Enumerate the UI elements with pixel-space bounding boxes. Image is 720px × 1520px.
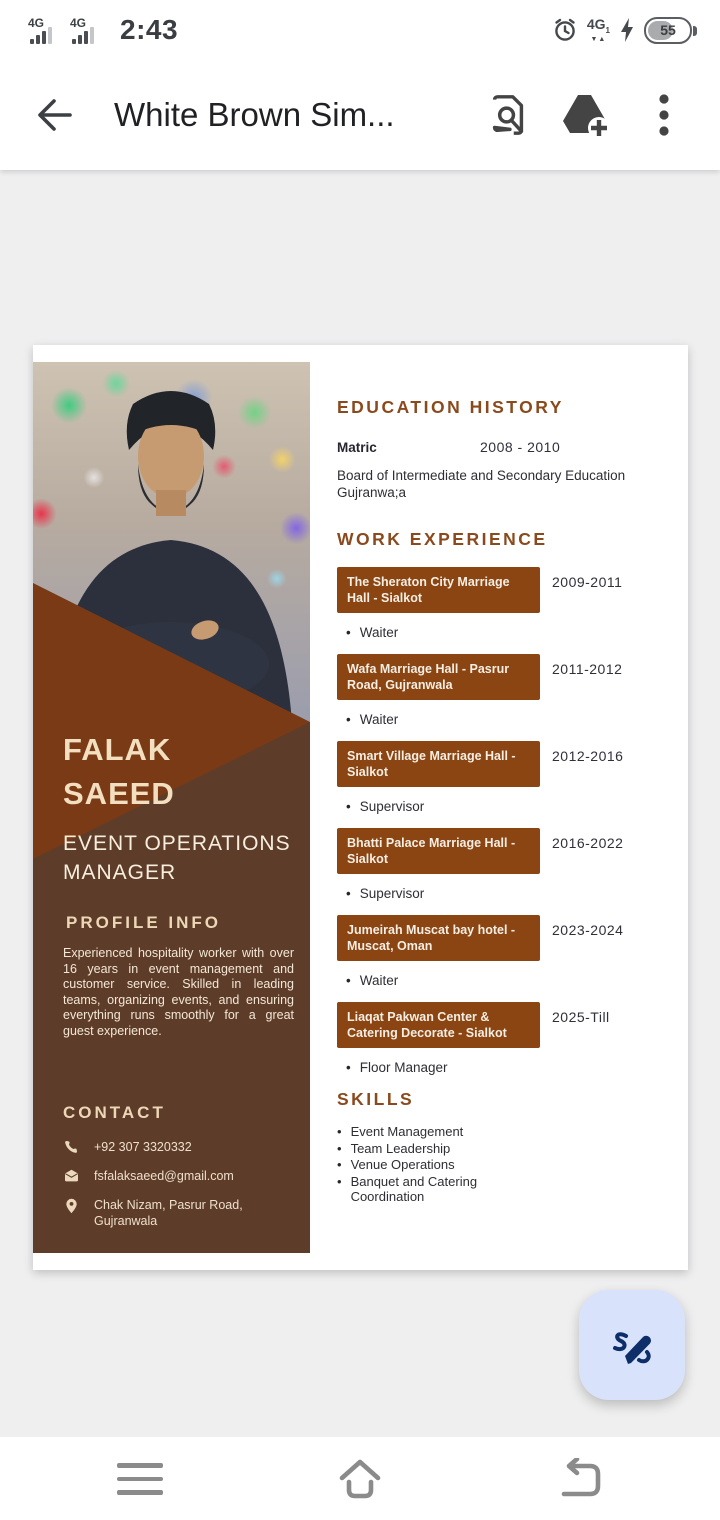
sim2-signal-icon bbox=[70, 16, 100, 46]
contact-heading: CONTACT bbox=[63, 1103, 166, 1122]
work-entry: Smart Village Marriage Hall - Sialkot 2012-2016 • Supervisor bbox=[337, 741, 667, 814]
education-years: 2008 - 2010 bbox=[480, 439, 561, 455]
person-name: FALAK SAEED bbox=[63, 732, 175, 811]
resume-main-column bbox=[337, 397, 667, 1206]
skill-item: • Banquet and Catering Coordination bbox=[337, 1173, 478, 1204]
work-entry-years: 2012-2016 bbox=[552, 748, 624, 764]
mobile-data-icon: $4G_1$ ▼▲ bbox=[586, 16, 610, 43]
sim2-network-label: 4G bbox=[70, 16, 87, 30]
work-entry-title: Jumeirah Muscat bay hotel - Muscat, Oman bbox=[337, 915, 540, 961]
resume-sidebar bbox=[33, 362, 310, 1253]
document-viewer[interactable] bbox=[0, 170, 720, 1437]
menu-lines-icon bbox=[117, 1463, 163, 1468]
email-icon bbox=[63, 1168, 79, 1184]
work-entry: Liaqat Pakwan Center & Catering Decorate - Sialkot 2025-Till • Floor Manager bbox=[337, 1002, 667, 1075]
status-bar bbox=[0, 0, 720, 60]
overflow-menu-button[interactable] bbox=[634, 85, 694, 145]
work-entry-role: Waiter bbox=[359, 973, 399, 988]
edit-fab-button[interactable] bbox=[579, 1290, 685, 1400]
sim1-signal-icon bbox=[28, 16, 58, 46]
contact-address: Chak Nizam, Pasrur Road, Gujranwala bbox=[94, 1198, 243, 1228]
recents-button[interactable] bbox=[114, 1453, 166, 1505]
work-entry-title: Liaqat Pakwan Center & Catering Decorate - Sialkot bbox=[337, 1002, 540, 1048]
system-back-button[interactable] bbox=[554, 1453, 606, 1505]
skills-heading: SKILLS bbox=[337, 1089, 415, 1109]
contact-phone-row bbox=[63, 1139, 294, 1155]
work-entry-years: 2023-2024 bbox=[552, 922, 624, 938]
work-entry-years: 2025-Till bbox=[552, 1009, 610, 1025]
battery-indicator bbox=[644, 17, 692, 44]
drive-add-icon bbox=[561, 92, 611, 138]
home-icon bbox=[334, 1458, 386, 1500]
profile-info-heading: PROFILE INFO bbox=[66, 913, 221, 932]
contact-address-row bbox=[63, 1197, 294, 1229]
work-entry-title: Smart Village Marriage Hall - Sialkot bbox=[337, 741, 540, 787]
back-arrow-icon bbox=[34, 95, 74, 135]
find-in-document-button[interactable] bbox=[478, 85, 538, 145]
return-arrow-icon bbox=[556, 1458, 604, 1500]
contact-email-row bbox=[63, 1168, 294, 1184]
person-role: EVENT OPERATIONS MANAGER bbox=[63, 832, 291, 884]
work-entry-role: Floor Manager bbox=[359, 1060, 448, 1075]
clock-time: 2:43 bbox=[120, 14, 179, 45]
profile-summary: Experienced hospitality worker with over 16 years in event management and customer service. Skilled in leading teams, organizing events, and ensuring everything runs smoothly for a great guest experience. bbox=[63, 946, 294, 1038]
battery-percent: 55 bbox=[660, 22, 676, 38]
work-entry: Jumeirah Muscat bay hotel - Muscat, Oman 2023-2024 • Waiter bbox=[337, 915, 667, 988]
education-degree: Matric bbox=[337, 440, 377, 455]
edit-pencil-icon bbox=[609, 1322, 655, 1368]
skill-item: • Team Leadership bbox=[337, 1140, 451, 1156]
sim1-network-label: 4G bbox=[28, 16, 45, 30]
work-entry: The Sheraton City Marriage Hall - Sialkot 2009-2011 • Waiter bbox=[337, 567, 667, 640]
work-entry: Wafa Marriage Hall - Pasrur Road, Gujranwala 2011-2012 • Waiter bbox=[337, 654, 667, 727]
back-button[interactable] bbox=[26, 87, 82, 143]
charging-bolt-icon bbox=[619, 17, 635, 43]
work-entry-years: 2016-2022 bbox=[552, 835, 624, 851]
education-institution: Board of Intermediate and Secondary Education Gujranwa;a bbox=[337, 468, 626, 500]
contact-email: fsfalaksaeed@gmail.com bbox=[94, 1169, 234, 1183]
work-entry-role: Supervisor bbox=[359, 886, 425, 901]
system-nav-bar bbox=[0, 1437, 720, 1520]
add-to-drive-button[interactable] bbox=[556, 85, 616, 145]
contact-phone: +92 307 3320332 bbox=[94, 1140, 192, 1154]
app-bar bbox=[0, 60, 720, 170]
skill-item: • Event Management bbox=[337, 1124, 464, 1139]
work-entry-role: Waiter bbox=[359, 712, 399, 727]
education-heading: EDUCATION HISTORY bbox=[337, 397, 564, 417]
work-entry-years: 2011-2012 bbox=[552, 661, 623, 677]
work-experience-heading: WORK EXPERIENCE bbox=[337, 529, 548, 549]
home-button[interactable] bbox=[334, 1453, 386, 1505]
find-in-page-icon bbox=[485, 92, 531, 138]
work-entry-title: Bhatti Palace Marriage Hall - Sialkot bbox=[337, 828, 540, 874]
work-entry-role: Supervisor bbox=[359, 799, 425, 814]
work-entry: Bhatti Palace Marriage Hall - Sialkot 2016-2022 • Supervisor bbox=[337, 828, 667, 901]
skill-item: • Venue Operations bbox=[337, 1157, 455, 1172]
resume-page bbox=[33, 345, 688, 1270]
alarm-icon bbox=[552, 17, 578, 43]
more-vert-icon bbox=[658, 93, 670, 137]
work-entry-title: The Sheraton City Marriage Hall - Sialkot bbox=[337, 567, 540, 613]
work-entry-years: 2009-2011 bbox=[552, 574, 623, 590]
document-title: White Brown Sim... bbox=[114, 96, 395, 133]
work-entry-title: Wafa Marriage Hall - Pasrur Road, Gujranwala bbox=[337, 654, 540, 700]
location-pin-icon bbox=[63, 1197, 79, 1229]
phone-icon bbox=[63, 1139, 79, 1155]
work-entry-role: Waiter bbox=[359, 625, 399, 640]
